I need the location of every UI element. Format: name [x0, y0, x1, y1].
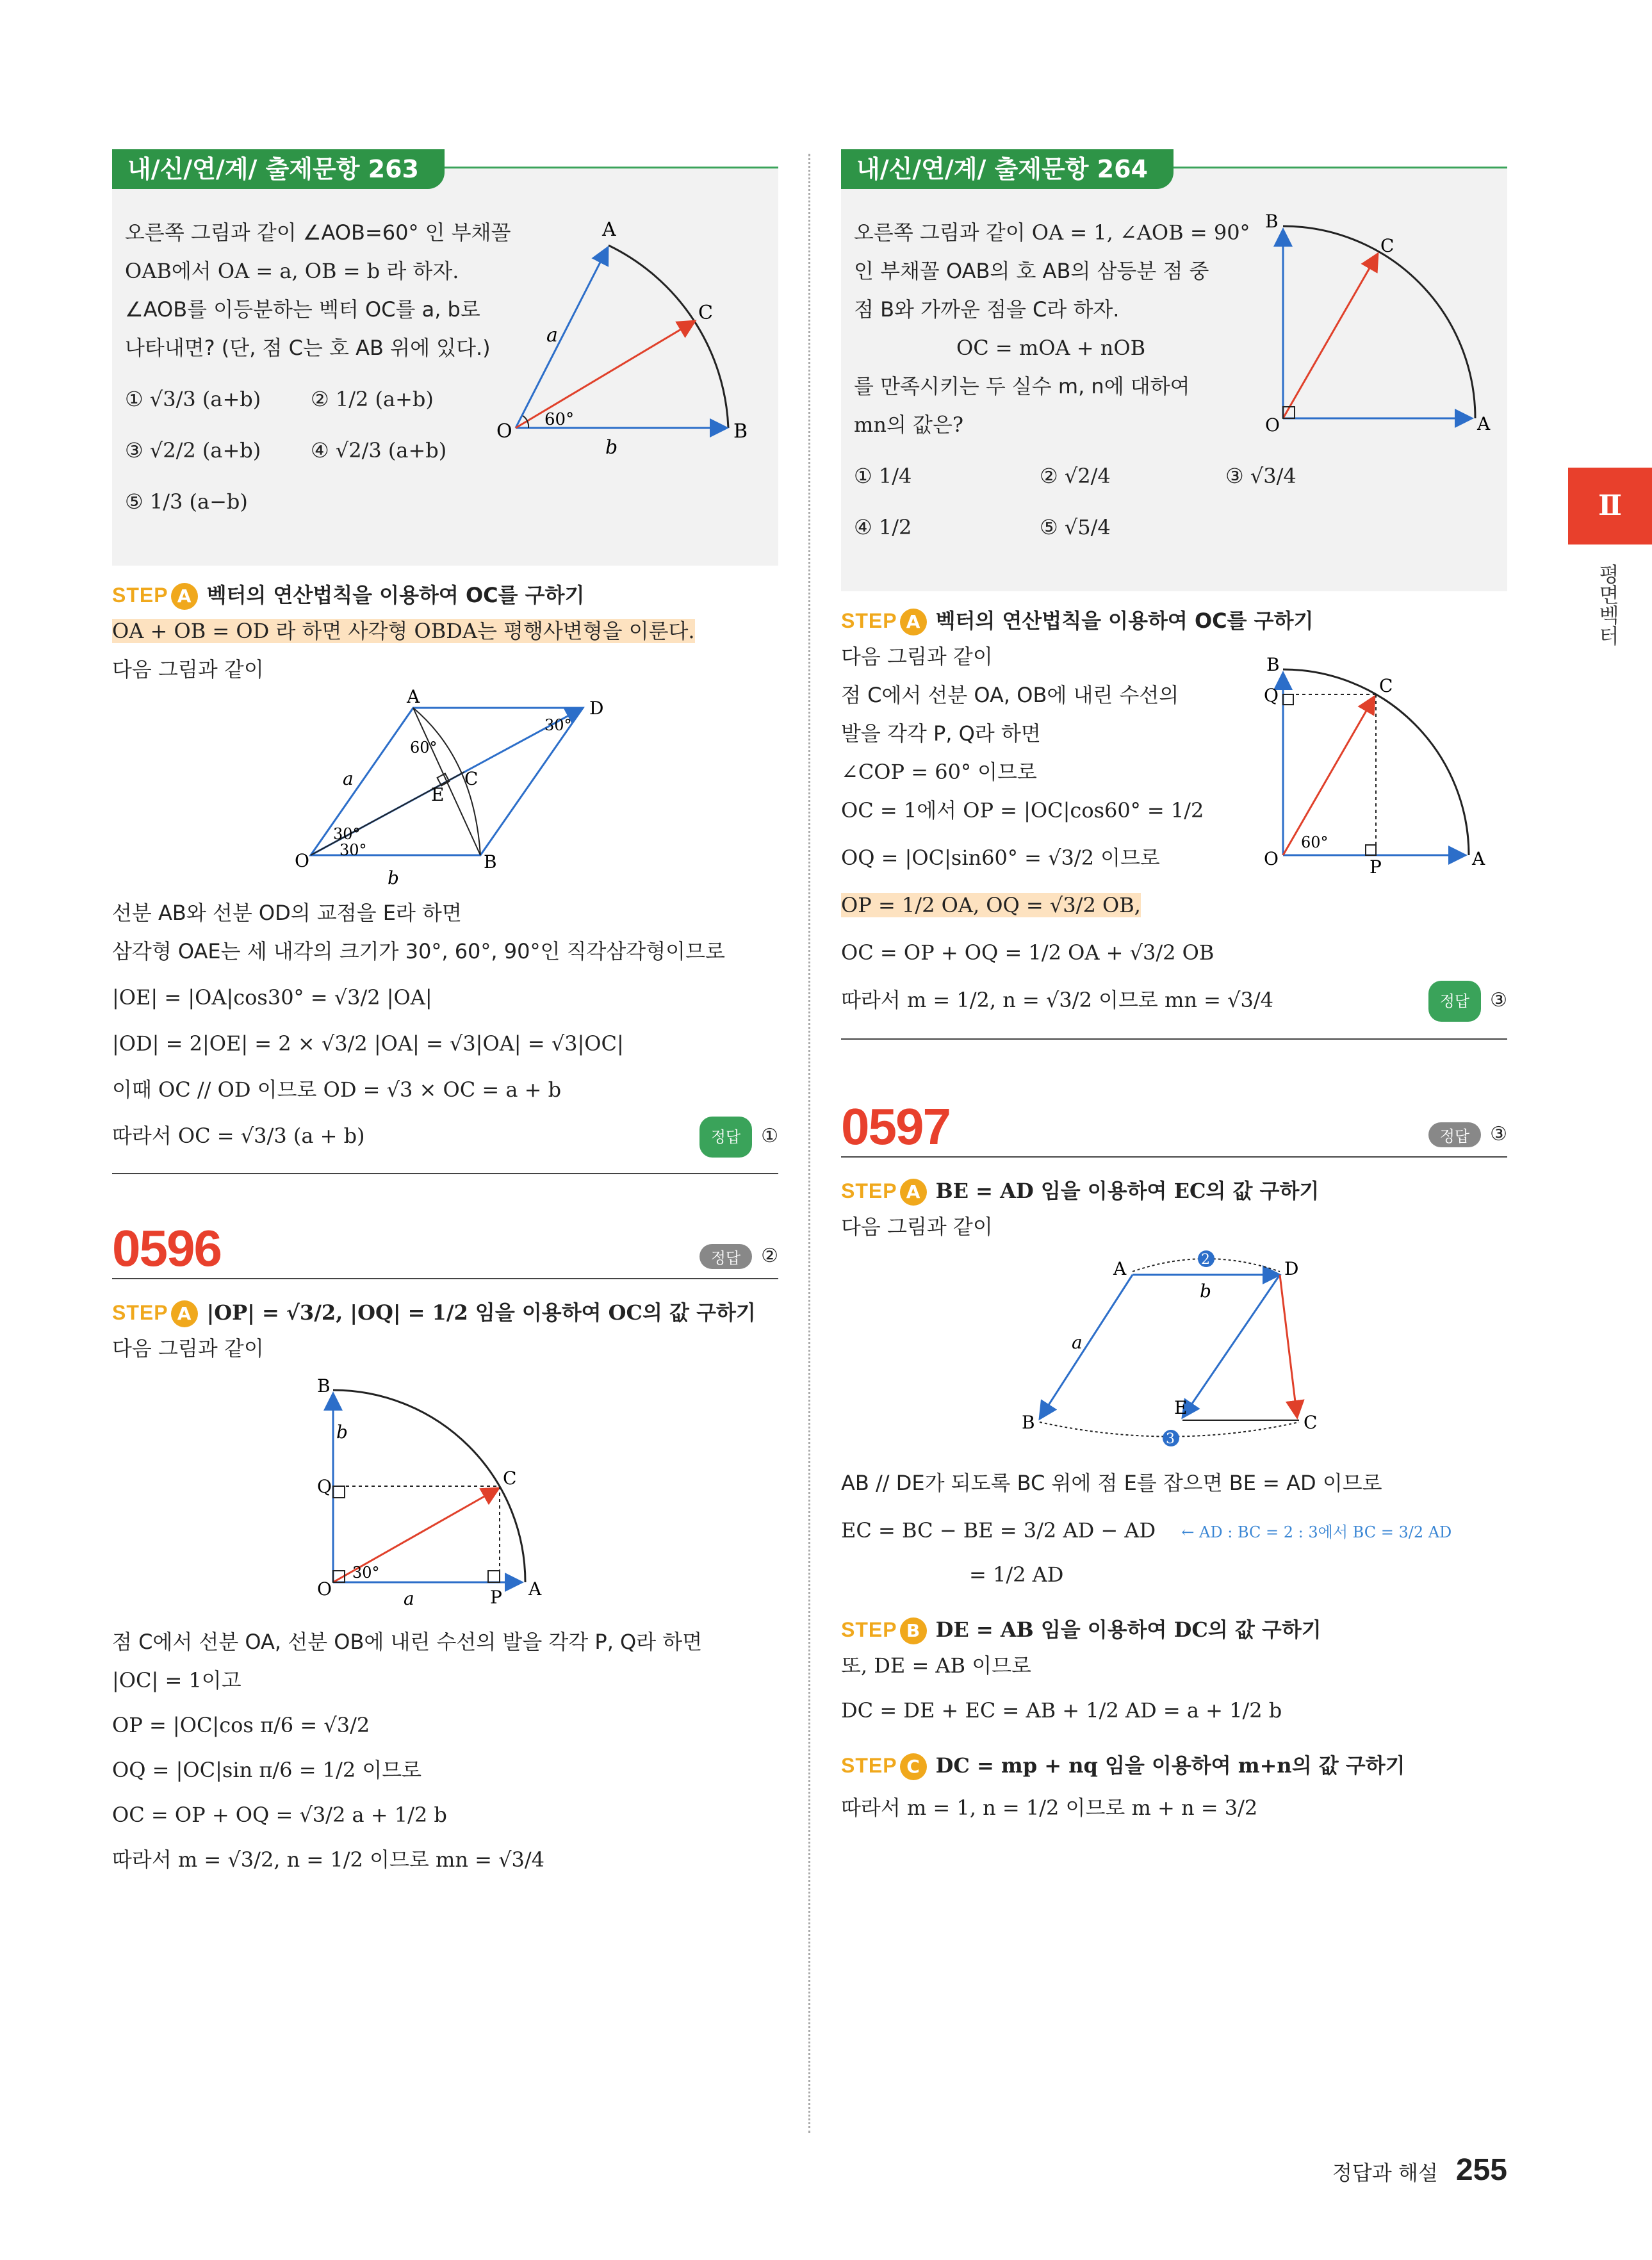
- answer-0597: 정답 ③: [1428, 1122, 1507, 1147]
- problem-number-0597: 0597: [841, 1098, 950, 1155]
- vector-de: [1182, 1275, 1280, 1418]
- solution-0597-line-3: EC = BC − BE = 3/2 AD − AD ← AD : BC = 2 : 3에서 BC = 3/2 AD: [841, 1518, 1452, 1543]
- fig2-label-vec-a: a: [343, 768, 354, 789]
- footer-label: 정답과 해설: [1332, 2161, 1438, 2185]
- label-o-point: O: [496, 420, 512, 443]
- fig2-label-b: B: [484, 851, 497, 872]
- solution-264-line-3: 발을 각각 P, Q라 하면: [841, 721, 1041, 746]
- fig5-label-a: A: [1472, 848, 1485, 869]
- fig3-label-o: O: [317, 1578, 332, 1600]
- solution-0597-line-6: DC = DE + EC = AB + 1/2 AD = a + 1/2 b: [841, 1698, 1282, 1723]
- separator-264: [841, 1038, 1507, 1040]
- problem-263-choices: [125, 380, 548, 521]
- fig2-label-o: O: [295, 850, 309, 871]
- fig6-label-vec-a: a: [1072, 1332, 1083, 1353]
- solution-264-line-6: OQ = |OC|sin60° = √3/2 이므로: [841, 846, 1160, 870]
- answer-0596: 정답 ②: [699, 1244, 778, 1269]
- right-angle-p: [488, 1571, 500, 1582]
- right-angle-q: [333, 1486, 345, 1498]
- problem-263-tag: 내/신/연/계/ 출제문항 263: [112, 149, 445, 189]
- fig6-label-a: A: [1113, 1258, 1127, 1279]
- step-c-0597: STEP C DC = mp + nq 임을 이용하여 m+n의 값 구하기: [841, 1749, 1507, 1782]
- problem-0597-header: [841, 1097, 1507, 1158]
- fig6-label-vec-b: b: [1200, 1281, 1211, 1302]
- problem-264-text: 오른쪽 그림과 같이 OA = 1, ∠AOB = 90° 인 부채꼴 OAB의 호 AB의 삼등분 점 중 점 B와 가까운 점을 C라 하자. OC = mOA + nOB 를 만족시키는 두 실수 m, n에 대하여 mn의 값은?: [854, 220, 1250, 437]
- vector-dc: [1280, 1275, 1297, 1418]
- projection-figure-264: [1257, 654, 1501, 878]
- trapezoid-figure-0597: [1014, 1246, 1347, 1457]
- solution-264-line-1: 다음 그림과 같이: [841, 644, 993, 669]
- solution-263-line-6: |OD| = 2|OE| = 2 × √3/2 |OA| = √3|OA| = √3|OC|: [112, 1031, 624, 1056]
- fig5-label-c: C: [1379, 675, 1393, 696]
- right-angle-q-264: [1283, 694, 1293, 705]
- chapter-label: 평면벡터: [1596, 564, 1620, 646]
- solution-264-line-4: ∠COP = 60° 이므로: [841, 760, 1037, 784]
- choice-264-2[interactable]: ② √2/4: [1040, 464, 1111, 488]
- solution-0596-line-5: OQ = |OC|sin π/6 = 1/2 이므로: [112, 1758, 422, 1782]
- fig5-label-q: Q: [1264, 685, 1279, 706]
- fig5-label-60: 60°: [1301, 833, 1329, 851]
- solution-264-line-5: OC = 1에서 OP = |OC|cos60° = 1/2: [841, 798, 1204, 823]
- sector-figure-264: [1257, 207, 1507, 438]
- vector-ab: [1040, 1275, 1133, 1419]
- fig3-label-30: 30°: [352, 1564, 380, 1582]
- solution-264-line-7: OP = 1/2 OA, OQ = √3/2 OB,: [841, 893, 1141, 917]
- chapter-tab[interactable]: Ⅱ: [1568, 468, 1652, 545]
- right-angle-p-264: [1366, 845, 1376, 855]
- answer-264: 정답 ③: [1428, 981, 1507, 1022]
- sector-figure-263: [496, 207, 765, 459]
- problem-263-box: [112, 155, 778, 566]
- solution-0597-line-4: = 1/2 AD: [969, 1562, 1064, 1587]
- footer: [1332, 2152, 1507, 2188]
- quarter-circle-figure-0596: [317, 1374, 560, 1611]
- solution-0596-line-1: 다음 그림과 같이: [112, 1336, 264, 1361]
- separator-263: [112, 1173, 778, 1174]
- choice-4[interactable]: ④ √2/3 (a+b): [311, 438, 447, 463]
- label-a-point: A: [602, 218, 616, 241]
- fig6-label-e: E: [1174, 1397, 1188, 1418]
- choice-264-1[interactable]: ① 1/4: [854, 464, 912, 488]
- solution-263-line-3: 선분 AB와 선분 OD의 교점을 E라 하면: [112, 901, 462, 925]
- fig4-label-b: B: [1265, 211, 1279, 232]
- choice-5[interactable]: ⑤ 1/3 (a−b): [125, 489, 248, 514]
- problem-number-0596: 0596: [112, 1220, 221, 1277]
- choice-2[interactable]: ② 1/2 (a+b): [311, 387, 434, 411]
- fig2-label-30c: 30°: [339, 841, 367, 859]
- right-column: [841, 155, 1507, 1827]
- label-b-point: B: [733, 420, 748, 443]
- count-2-label: 2: [1201, 1252, 1210, 1268]
- problem-264-box: [841, 155, 1507, 591]
- choice-3[interactable]: ③ √2/2 (a+b): [125, 438, 261, 463]
- fig2-label-a: A: [407, 686, 420, 707]
- fig3-label-b: B: [317, 1375, 331, 1396]
- fig2-label-vec-b: b: [388, 867, 399, 888]
- problem-263-text: 오른쪽 그림과 같이 ∠AOB=60° 인 부채꼴 OAB에서 OA = a, OB = b 라 하자. ∠AOB를 이등분하는 벡터 OC를 a, b로 나타내면? (단, 점 C는 호 AB 위에 있다.): [125, 220, 511, 360]
- solution-0596-line-2: 점 C에서 선분 OA, 선분 OB에 내린 수선의 발을 각각 P, Q라 하면: [112, 1630, 703, 1654]
- solution-263-line-1: OA + OB = OD 라 하면 사각형 OBDA는 평행사변형을 이룬다.: [112, 619, 695, 643]
- solution-264-line-8: OC = OP + OQ = 1/2 OA + √3/2 OB: [841, 940, 1214, 965]
- solution-263-line-8: 따라서 OC = √3/3 (a + b) 정답 ①: [112, 1117, 778, 1155]
- fig5-label-o: O: [1264, 848, 1279, 869]
- vector-oc-264: [1283, 254, 1378, 418]
- solution-0596-line-4: OP = |OC|cos π/6 = √3/2: [112, 1713, 370, 1737]
- fig3-label-q: Q: [317, 1476, 332, 1497]
- step-a-0596: STEP A |OP| = √3/2, |OQ| = 1/2 임을 이용하여 OC의 값 구하기: [112, 1296, 778, 1329]
- fig6-label-d: D: [1284, 1258, 1299, 1279]
- solution-263-line-2: 다음 그림과 같이: [112, 657, 264, 682]
- fig2-label-e: E: [431, 784, 445, 805]
- fig2-label-60: 60°: [410, 739, 438, 757]
- step-a-0597: STEP A BE = AD 임을 이용하여 EC의 값 구하기: [841, 1174, 1507, 1208]
- solution-0597-line-5: 또, DE = AB 이므로: [841, 1653, 1031, 1678]
- problem-264-choices: [854, 457, 1494, 546]
- fig5-label-p: P: [1370, 856, 1382, 878]
- fig6-label-c: C: [1304, 1412, 1318, 1433]
- count-3-label: 3: [1166, 1431, 1175, 1447]
- problem-264-tag: 내/신/연/계/ 출제문항 264: [841, 149, 1174, 189]
- left-column: [112, 155, 778, 1879]
- fig4-label-o: O: [1265, 414, 1280, 436]
- arc-264: [1283, 226, 1475, 418]
- column-divider: [808, 154, 810, 2133]
- solution-0596-line-7: 따라서 m = √3/2, n = 1/2 이므로 mn = √3/4: [112, 1847, 544, 1872]
- page-number: 255: [1455, 2153, 1507, 2187]
- solution-264-line-2: 점 C에서 선분 OA, OB에 내린 수선의: [841, 683, 1179, 707]
- solution-0597-line-2: AB // DE가 되도록 BC 위에 점 E를 잡으면 BE = AD 이므로: [841, 1471, 1382, 1495]
- fig3-label-a: A: [528, 1578, 542, 1600]
- fig6-label-b: B: [1022, 1412, 1035, 1433]
- label-vec-b: b: [605, 436, 618, 459]
- choice-1[interactable]: ① √3/3 (a+b): [125, 387, 261, 411]
- fig3-label-c: C: [503, 1468, 517, 1489]
- vector-oc-264b: [1283, 696, 1375, 855]
- step-b-0597: STEP B DE = AB 임을 이용하여 DC의 값 구하기: [841, 1613, 1507, 1646]
- solution-263-line-5: |OE| = |OA|cos30° = √3/2 |OA|: [112, 985, 432, 1010]
- fig5-label-b: B: [1266, 654, 1280, 675]
- note-ad-bc-ratio: ← AD : BC = 2 : 3에서 BC = 3/2 AD: [1181, 1523, 1452, 1541]
- solution-0597-line-7: 따라서 m = 1, n = 1/2 이므로 m + n = 3/2: [841, 1796, 1258, 1820]
- fig3-label-vec-a: a: [404, 1588, 414, 1609]
- label-60: 60°: [544, 410, 575, 429]
- answer-263: 정답 ①: [699, 1117, 778, 1158]
- solution-0596-line-6: OC = OP + OQ = √3/2 a + 1/2 b: [112, 1803, 447, 1827]
- choice-264-5[interactable]: ⑤ √5/4: [1040, 515, 1111, 539]
- step-a-263: STEP A 벡터의 연산법칙을 이용하여 OC를 구하기: [112, 578, 778, 612]
- solution-264: [841, 637, 1507, 1019]
- solution-264-line-9: 따라서 m = 1/2, n = √3/2 이므로 mn = √3/4 정답 ③: [841, 981, 1507, 1019]
- parallelogram-figure-263: [291, 686, 625, 888]
- solution-263-line-7: 이때 OC // OD 이므로 OD = √3 × OC = a + b: [112, 1077, 562, 1102]
- problem-0596-header: [112, 1219, 778, 1279]
- fig2-label-d: D: [589, 698, 604, 719]
- fig3-label-vec-b: b: [336, 1421, 348, 1443]
- label-c-point: C: [698, 302, 713, 324]
- fig2-label-30a: 30°: [544, 716, 572, 734]
- fig2-label-c: C: [464, 768, 478, 789]
- label-vec-a: a: [546, 324, 558, 347]
- step-a-264: STEP A 벡터의 연산법칙을 이용하여 OC를 구하기: [841, 604, 1507, 637]
- choice-264-4[interactable]: ④ 1/2: [854, 515, 912, 539]
- choice-264-3[interactable]: ③ √3/4: [1225, 464, 1296, 488]
- solution-263-line-4: 삼각형 OAE는 세 내각의 크기가 30°, 60°, 90°인 직각삼각형이므로: [112, 939, 725, 963]
- fig4-label-a: A: [1477, 413, 1491, 434]
- fig4-label-c: C: [1380, 235, 1394, 256]
- fig2-label-30b: 30°: [333, 825, 361, 843]
- fig3-label-p: P: [490, 1587, 502, 1608]
- solution-0597-line-1: 다음 그림과 같이: [841, 1215, 993, 1239]
- solution-0596-line-3: |OC| = 1이고: [112, 1668, 241, 1692]
